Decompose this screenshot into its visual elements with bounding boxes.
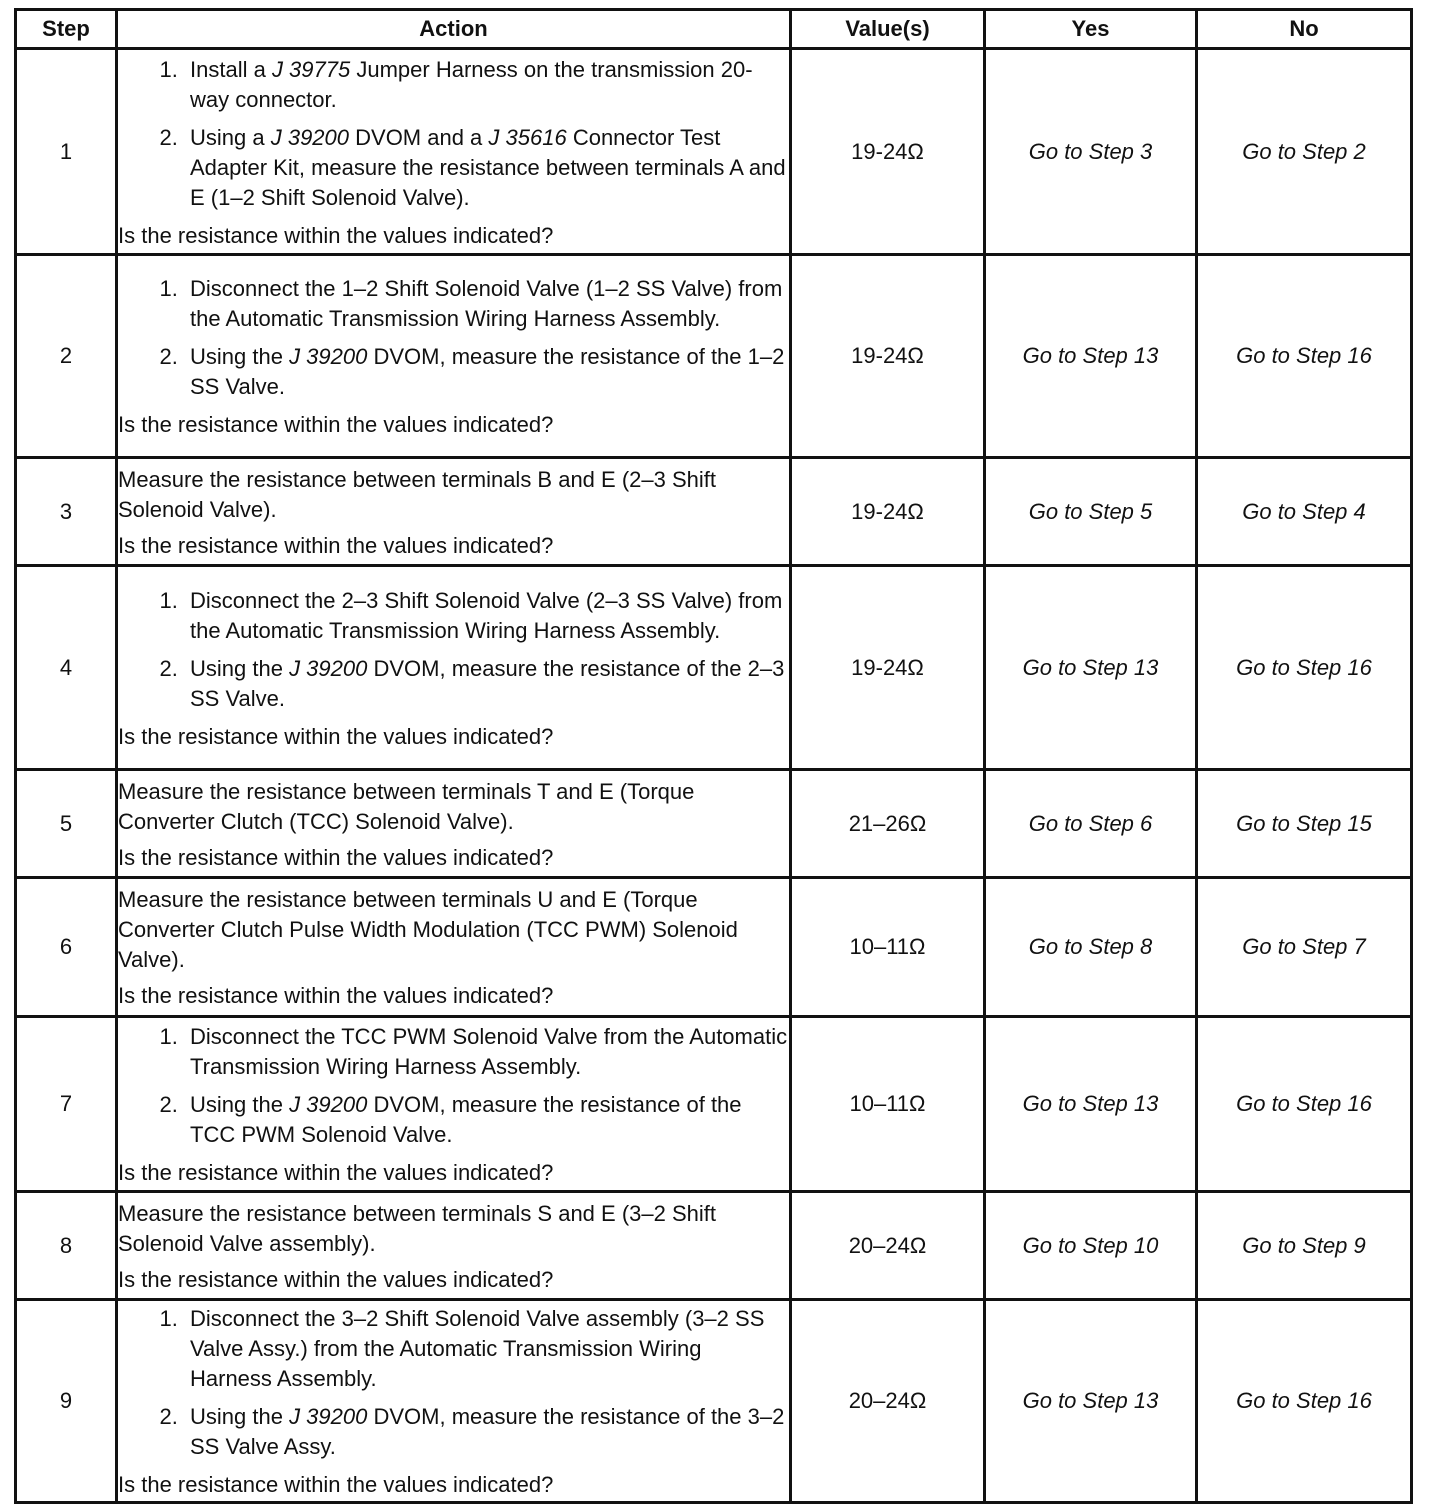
header-action: Action [117,10,791,49]
action-step [184,342,789,402]
header-step: Step [16,10,117,49]
tool-reference: J 39200 [289,1092,368,1117]
no-action: Go to Step 15 [1197,770,1412,878]
question-text: Is the resistance within the values indicated? [118,1160,554,1185]
action-text: Connector Test Adapter Kit, measure the resistance between terminals A and E (1–2 Shift Solenoid Valve). [190,124,786,210]
value-range: 20–24Ω [791,1192,985,1300]
tool-reference: J 39775 [271,56,351,82]
value-range: 20–24Ω [791,1300,985,1503]
value-range: 19-24Ω [791,49,985,255]
action-step [184,1304,789,1394]
step-number: 5 [16,770,117,878]
action-text: Disconnect the 1–2 Shift Solenoid Valve (1–2 SS Valve) from the Automatic Transmission Wiring Harness Assembly. [190,276,783,331]
step-number: 8 [16,1192,117,1300]
action-text: DVOM and a [349,124,489,150]
no-action: Go to Step 9 [1197,1192,1412,1300]
no-action: Go to Step 2 [1197,49,1412,255]
action-text: Disconnect the 3–2 Shift Solenoid Valve assembly (3–2 SS Valve Assy.) from the Automatic Transmission Wiring Harness Assembly. [190,1306,765,1391]
action-cell [117,1300,791,1503]
no-action: Go to Step 16 [1197,1300,1412,1503]
tool-reference: J 39200 [270,124,350,150]
action-text: Using the [190,1092,290,1117]
tool-reference: J 39200 [289,1404,368,1429]
action-cell [117,1192,791,1300]
action-text: Measure the resistance between terminals B and E (2–3 Shift Solenoid Valve). [118,466,716,522]
header-row [16,10,1412,49]
action-text: DVOM, measure the resistance of the 2–3 SS Valve. [190,655,785,711]
action-steps-list [118,586,789,714]
action-text: DVOM, measure the resistance of the 3–2 SS Valve Assy. [190,1404,785,1459]
action-cell [117,255,791,458]
action-text: DVOM, measure the resistance of the 1–2 SS Valve. [190,344,785,399]
action-step [184,1022,789,1082]
action-text: Measure the resistance between terminals S and E (3–2 Shift Solenoid Valve assembly). [118,1200,716,1256]
no-action: Go to Step 16 [1197,566,1412,770]
step-number: 1 [16,49,117,255]
yes-action: Go to Step 8 [985,878,1197,1017]
header-values: Value(s) [791,10,985,49]
question-text: Is the resistance within the values indicated? [118,412,554,437]
value-range: 10–11Ω [791,878,985,1017]
no-action: Go to Step 7 [1197,878,1412,1017]
table-row [16,566,1412,770]
table-row [16,1017,1412,1192]
yes-action: Go to Step 13 [985,566,1197,770]
header-yes: Yes [985,10,1197,49]
question-text: Is the resistance within the values indicated? [118,222,554,248]
table-row [16,49,1412,255]
value-range: 19-24Ω [791,255,985,458]
action-text: Measure the resistance between terminals U and E (Torque Converter Clutch Pulse Width Modulation (TCC PWM) Solenoid Valve). [118,887,738,972]
question-text: Is the resistance within the values indicated? [118,1266,554,1292]
table-row [16,458,1412,566]
step-number: 7 [16,1017,117,1192]
action-step [184,274,789,334]
value-range: 19-24Ω [791,458,985,566]
action-step [184,1090,789,1150]
action-cell [117,1017,791,1192]
action-cell [117,566,791,770]
no-action: Go to Step 4 [1197,458,1412,566]
yes-action: Go to Step 10 [985,1192,1197,1300]
action-cell [117,770,791,878]
tool-reference: J 39200 [289,655,368,681]
yes-action: Go to Step 13 [985,255,1197,458]
action-steps-list [118,274,789,402]
action-text: Using the [190,655,290,681]
action-steps-list [118,1304,789,1462]
action-cell [117,49,791,255]
action-step [184,55,789,115]
step-number: 6 [16,878,117,1017]
table-row [16,1192,1412,1300]
action-steps-list [118,55,789,213]
question-text: Is the resistance within the values indicated? [118,532,554,558]
step-number: 4 [16,566,117,770]
action-text: Using the [190,1404,290,1429]
action-text: Install a [190,56,272,82]
value-range: 19-24Ω [791,566,985,770]
question-text: Is the resistance within the values indicated? [118,1472,554,1497]
step-number: 3 [16,458,117,566]
value-range: 21–26Ω [791,770,985,878]
table-row [16,770,1412,878]
table-row [16,255,1412,458]
diagnostic-table [14,8,1413,1504]
tool-reference: J 39200 [289,344,368,369]
action-steps-list [118,1022,789,1150]
action-cell [117,878,791,1017]
table-row [16,1300,1412,1503]
action-text: DVOM, measure the resistance of the TCC PWM Solenoid Valve. [190,1092,742,1147]
yes-action: Go to Step 5 [985,458,1197,566]
yes-action: Go to Step 13 [985,1017,1197,1192]
header-no: No [1197,10,1412,49]
action-text: Jumper Harness on the transmission 20-way connector. [190,56,753,112]
tool-reference: J 35616 [488,124,567,150]
question-text: Is the resistance within the values indicated? [118,983,554,1008]
action-cell [117,458,791,566]
question-text: Is the resistance within the values indicated? [118,844,554,870]
action-text: Using the [190,344,290,369]
step-number: 2 [16,255,117,458]
value-range: 10–11Ω [791,1017,985,1192]
action-step [184,654,789,714]
question-text: Is the resistance within the values indicated? [118,723,554,749]
action-text: Disconnect the TCC PWM Solenoid Valve from the Automatic Transmission Wiring Harness Assembly. [190,1024,788,1079]
action-step [184,586,789,646]
action-step [184,1402,789,1462]
action-text: Measure the resistance between terminals T and E (Torque Converter Clutch (TCC) Solenoid Valve). [118,778,695,834]
table-body [16,49,1412,1503]
yes-action: Go to Step 13 [985,1300,1197,1503]
yes-action: Go to Step 3 [985,49,1197,255]
no-action: Go to Step 16 [1197,255,1412,458]
action-text: Disconnect the 2–3 Shift Solenoid Valve (2–3 SS Valve) from the Automatic Transmission Wiring Harness Assembly. [190,587,783,643]
yes-action: Go to Step 6 [985,770,1197,878]
step-number: 9 [16,1300,117,1503]
no-action: Go to Step 16 [1197,1017,1412,1192]
action-text: Using a [190,124,271,150]
table-row [16,878,1412,1017]
action-step [184,123,789,213]
